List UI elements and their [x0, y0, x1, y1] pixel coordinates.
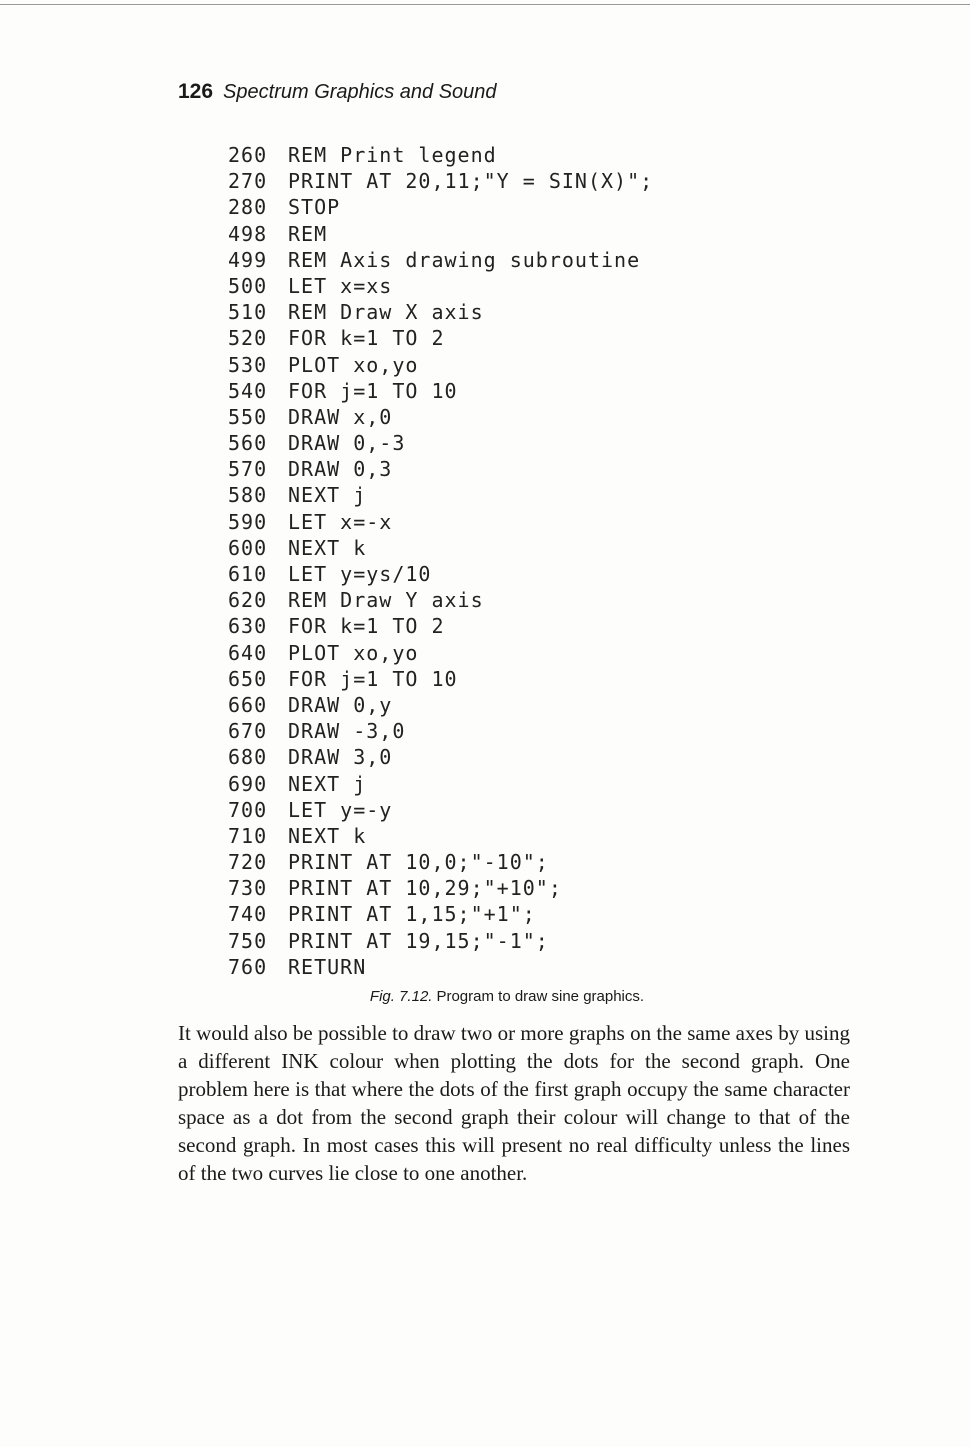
code-line	[228, 299, 653, 325]
program-listing	[228, 142, 653, 980]
code-statement: FOR j=1 TO 10	[288, 666, 458, 691]
code-line	[228, 666, 653, 692]
code-line	[228, 247, 653, 273]
code-statement: PRINT AT 19,15;"-1";	[288, 928, 549, 953]
figure-number: Fig. 7.12.	[369, 988, 433, 1005]
line-number: 630	[228, 614, 268, 639]
page-number: 126	[178, 80, 214, 103]
code-statement: DRAW -3,0	[288, 719, 406, 744]
code-line	[228, 378, 653, 404]
code-statement: PRINT AT 1,15;"+1";	[288, 902, 536, 927]
line-number: 530	[228, 352, 268, 377]
code-statement: FOR j=1 TO 10	[288, 378, 458, 403]
code-statement: PRINT AT 10,29;"+10";	[288, 876, 562, 901]
code-line	[228, 771, 653, 797]
line-number: 499	[228, 247, 268, 272]
body-paragraph: It would also be possible to draw two or more graphs on the same axes by using a different INK colour when plotting the dots for the second graph. One problem here is that where the dots of the first graph occupy the same character space as a dot from the second graph their colour will change to that of the second graph. In most cases this will present no real difficulty unless the lines of the two curves lie close to one another.	[178, 1021, 850, 1185]
code-line	[228, 404, 653, 430]
code-statement: LET x=-x	[288, 509, 393, 534]
code-statement: PLOT xo,yo	[288, 640, 419, 665]
line-number: 750	[228, 928, 268, 953]
line-number: 560	[228, 431, 268, 456]
line-number: 260	[228, 143, 268, 167]
line-number: 690	[228, 771, 268, 796]
book-title: Spectrum Graphics and Sound	[223, 81, 497, 103]
line-number: 760	[228, 954, 268, 979]
code-line	[228, 509, 653, 535]
line-number: 498	[228, 221, 268, 246]
code-statement: LET x=xs	[288, 273, 393, 298]
code-statement: FOR k=1 TO 2	[288, 326, 445, 351]
code-line	[228, 823, 653, 849]
code-line	[228, 849, 653, 875]
line-number: 700	[228, 797, 268, 822]
code-line	[228, 928, 653, 954]
code-line	[228, 744, 653, 770]
code-line	[228, 613, 653, 639]
code-statement: PLOT xo,yo	[288, 352, 419, 377]
top-rule	[0, 4, 970, 5]
code-statement: NEXT k	[288, 823, 367, 848]
code-line	[228, 535, 653, 561]
line-number: 550	[228, 404, 268, 429]
line-number: 580	[228, 483, 268, 508]
figure-caption	[0, 988, 970, 1005]
code-line	[228, 640, 653, 666]
code-statement: REM Draw Y axis	[288, 588, 484, 613]
line-number: 520	[228, 326, 268, 351]
line-number: 590	[228, 509, 268, 534]
code-line	[228, 352, 653, 378]
code-statement: DRAW 0,y	[288, 692, 393, 717]
code-statement: DRAW x,0	[288, 404, 393, 429]
line-number: 600	[228, 535, 268, 560]
code-statement: DRAW 0,-3	[288, 431, 406, 456]
code-line	[228, 875, 653, 901]
code-line	[228, 430, 653, 456]
line-number: 740	[228, 902, 268, 927]
code-statement: NEXT j	[288, 483, 367, 508]
code-statement: PRINT AT 20,11;"Y = SIN(X)";	[288, 169, 654, 194]
code-statement: REM	[288, 221, 328, 246]
line-number: 640	[228, 640, 268, 665]
code-statement: LET y=ys/10	[288, 562, 432, 586]
line-number: 510	[228, 300, 268, 325]
line-number: 280	[228, 195, 268, 220]
line-number: 540	[228, 378, 268, 403]
code-line	[228, 325, 653, 351]
line-number: 270	[228, 169, 268, 194]
code-line	[228, 561, 653, 587]
code-line	[228, 718, 653, 744]
code-statement: REM Axis drawing subroutine	[288, 247, 641, 272]
line-number: 660	[228, 692, 268, 717]
code-line	[228, 456, 653, 482]
code-line	[228, 692, 653, 718]
line-number: 670	[228, 719, 268, 744]
line-number: 730	[228, 876, 268, 901]
code-statement: PRINT AT 10,0;"-10";	[288, 850, 549, 875]
code-line	[228, 221, 653, 247]
running-header	[178, 80, 497, 104]
code-statement: REM Draw X axis	[288, 300, 484, 325]
caption-text: Program to draw sine graphics.	[436, 988, 645, 1005]
line-number: 620	[228, 588, 268, 613]
code-statement: NEXT k	[288, 535, 367, 560]
code-statement: RETURN	[288, 954, 367, 979]
code-statement: DRAW 0,3	[288, 457, 393, 482]
code-line	[228, 482, 653, 508]
code-line	[228, 142, 653, 168]
code-statement: STOP	[288, 195, 341, 220]
code-statement: REM Print legend	[288, 143, 497, 167]
line-number: 500	[228, 273, 268, 298]
code-line	[228, 587, 653, 613]
code-statement: LET y=-y	[288, 797, 393, 822]
code-line	[228, 273, 653, 299]
code-statement: FOR k=1 TO 2	[288, 614, 445, 639]
code-statement: DRAW 3,0	[288, 745, 393, 770]
code-line	[228, 954, 653, 980]
line-number: 570	[228, 457, 268, 482]
code-line	[228, 194, 653, 220]
line-number: 610	[228, 562, 268, 586]
code-statement: NEXT j	[288, 771, 367, 796]
line-number: 710	[228, 823, 268, 848]
code-line	[228, 901, 653, 927]
line-number: 720	[228, 850, 268, 875]
code-line	[228, 797, 653, 823]
line-number: 650	[228, 666, 268, 691]
code-line	[228, 168, 653, 194]
line-number: 680	[228, 745, 268, 770]
